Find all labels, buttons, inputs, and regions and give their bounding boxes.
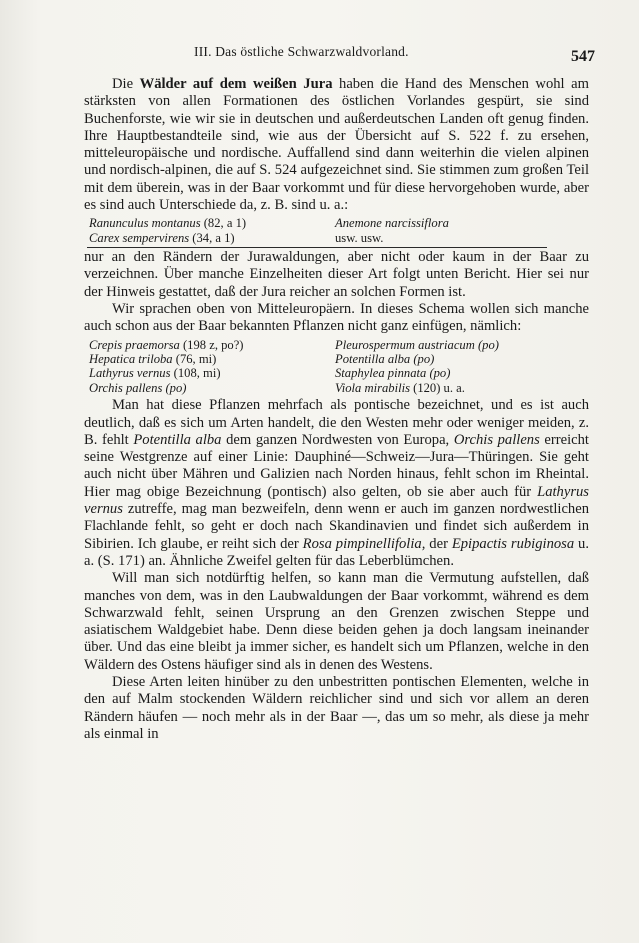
p4-italic-2: Orchis pallens <box>453 431 540 448</box>
species-list-2-left-2 <box>89 366 327 380</box>
page-number: 547 <box>571 48 595 65</box>
species-name: Ranunculus montanus <box>89 216 201 231</box>
species-name: Hepatica triloba <box>89 352 173 367</box>
species-list-1-left-0 <box>89 216 327 230</box>
p4-text-3: erreicht seine Westgrenze auf einer Linie: Dauphiné—Schweiz—Jura—Thüringen. Sie geht auch nicht über Mähren und Galizien nach Norden hinaus, fehlt schon im Rheintal. Hier mag obige Bezeichnung (pontisch) also gelten, ob sie aber auch für <box>84 431 589 500</box>
body-text <box>84 76 589 743</box>
p4-italic-3: Lathyrus vernus <box>84 483 589 518</box>
p4-text-2: dem ganzen Nordwesten von Europa, <box>221 431 454 448</box>
species-list-1 <box>84 216 589 245</box>
species-name: Crepis praemorsa <box>89 337 180 352</box>
species-list-2-left-1 <box>89 352 327 366</box>
species-list-2-right-0 <box>335 338 589 352</box>
species-note: (198 z, po?) <box>179 337 244 352</box>
species-list-2-right-1 <box>335 352 589 366</box>
p4-text-5: der <box>425 535 452 552</box>
p4-italic-5: Epipactis rubiginosa <box>451 535 575 552</box>
list-divider-rule <box>87 247 547 248</box>
species-name: Lathyrus vernus <box>89 366 171 381</box>
paragraph-3: Wir sprachen oben von Mitteleuropäern. In dieses Schema wollen sich manche auch schon aus der Baar bekannten Pflanzen nicht ganz einfügen, nämlich: <box>84 301 589 335</box>
species-name: Pleurospermum austriacum (po) <box>335 337 499 352</box>
species-list-2-left-0 <box>89 338 327 352</box>
p4-italic-1: Potentilla alba <box>133 431 222 448</box>
species-list-1-right-0 <box>335 216 589 230</box>
species-name: Anemone narcissiflora <box>335 216 449 231</box>
species-note: (34, a 1) <box>189 230 235 245</box>
species-note: (82, a 1) <box>200 216 247 231</box>
p4-text-4: zutreffe, mag man bezweifeln, denn wenn er auch im ganzen nordwestlichen Flachlande fehlt, so geht er doch nach Skandinavien und findet sich außerdem in Sibirien. Ich glaube, er reiht sich der <box>84 501 589 552</box>
species-name: Orchis pallens (po) <box>89 380 187 395</box>
paragraph-2: nur an den Rändern der Jurawaldungen, aber nicht oder kaum in der Baar zu verzeichnen. Über manche Einzelheiten dieser Art folgt unten Bericht. Hier sei nur der Hinweis gestattet, daß der Jura reicher an solchen Formen ist. <box>84 249 589 300</box>
running-title: III. Das östliche Schwarzwaldvorland. <box>194 44 409 59</box>
species-name: Carex sempervirens <box>89 230 190 245</box>
p4-text-6: u. a. (S. 171) an. Ähnliche Zweifel gelten für das Leberblümchen. <box>84 535 589 569</box>
species-list-2 <box>84 338 589 396</box>
species-note: usw. usw. <box>335 230 384 245</box>
species-name: Viola mirabilis <box>335 380 410 395</box>
species-name: Staphylea pinnata (po) <box>335 366 451 381</box>
p1-text-2: haben die Hand des Menschen wohl am stärksten von allen Formationen des östlichen Vorlandes gespürt, sie sind Buchenforste, wie wir sie in deutschen und außerdeutschen Landen oft genug finden. Ihre Hauptbestandteile sind, wie aus der Übersicht auf S. 522 f. zu ersehen, mitteleuropäische und nordische. Auffallend sind dann weiterhin die vielen alpinen und nordisch-alpinen, die auf S. 524 aufgezeichnet sind. Sie stimmen zum großen Teil mit dem überein, was in der Baar vorkommt und für diese hervorgehoben wurde, aber es sind auch Unterschiede da, z. B. sind u. a.: <box>84 76 589 214</box>
species-list-2-right-3 <box>335 381 589 395</box>
species-list-1-left-1 <box>89 231 327 245</box>
species-note: (120) u. a. <box>409 380 465 395</box>
species-list-2-right-2 <box>335 366 589 380</box>
p1-bold-heading: Wälder auf dem weißen Jura <box>139 76 333 92</box>
paragraph-4 <box>84 397 589 570</box>
paragraph-1 <box>84 76 589 214</box>
species-note: (76, mi) <box>172 352 217 367</box>
p1-text-1: Die <box>112 76 140 92</box>
species-name: Potentilla alba (po) <box>335 352 435 367</box>
p4-text-1: Man hat diese Pflanzen mehrfach als pontische bezeichnet, und es ist auch deutlich, daß es sich um Arten handelt, die den Westen mehr oder weniger meiden, z. B. fehlt <box>84 397 589 448</box>
species-list-2-left-3 <box>89 381 327 395</box>
paragraph-6: Diese Arten leiten hinüber zu den unbestritten pontischen Elementen, welche in den auf Malm stockenden Wäldern reichlicher sind und sich vor allem an deren Rändern häufen — noch mehr als in der Baar —, das um so mehr, als diese ja mehr als einmal in <box>84 674 589 742</box>
species-note: (108, mi) <box>170 366 221 381</box>
page-header <box>84 40 595 70</box>
p4-italic-4: Rosa pimpinellifolia, <box>302 535 426 552</box>
paragraph-5: Will man sich notdürftig helfen, so kann man die Vermutung aufstellen, daß manches von dem, was in den Laubwaldungen der Baar vorkommt, während es dem Schwarzwald fehlt, seinen Ursprung an den Grenzen zwischen Steppe und asiatischem Waldgebiet habe. Denn diese beiden gehen ja doch langsam ineinander über. Und das eine bleibt ja immer sicher, es handelt sich um Pflanzen, welche in den Wäldern des Ostens häufiger sind als in denen des Westens. <box>84 570 589 673</box>
species-list-1-right-1 <box>335 231 589 245</box>
